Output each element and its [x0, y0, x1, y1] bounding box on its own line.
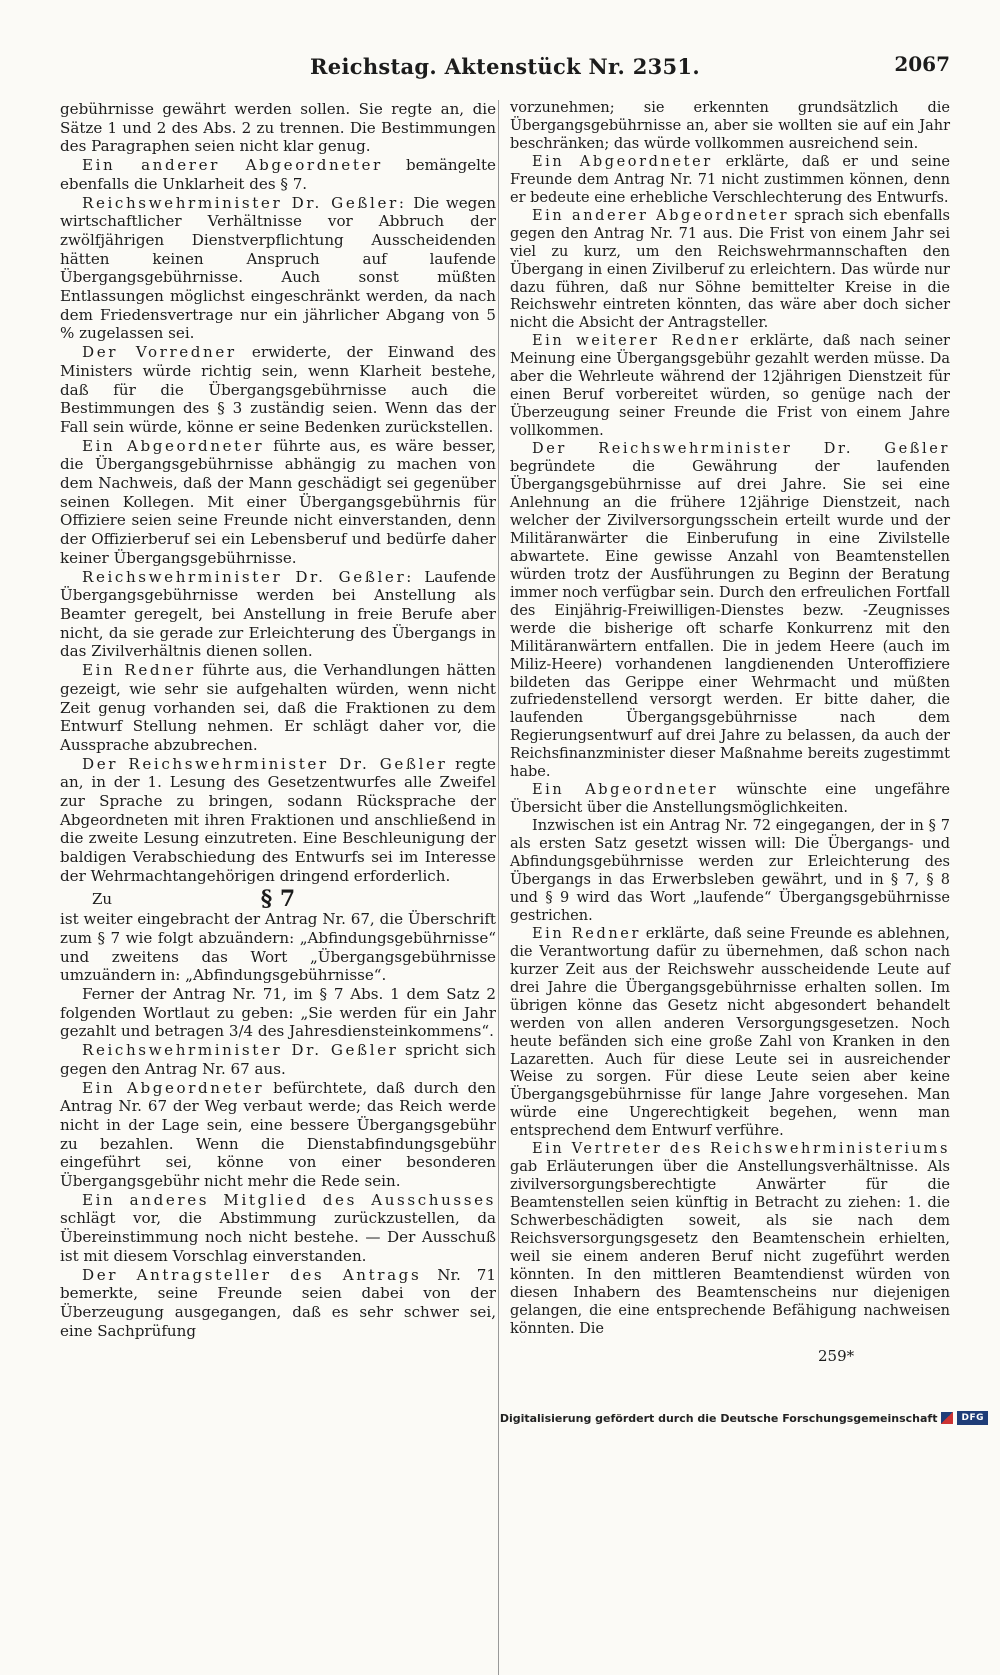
paragraph — [510, 333, 950, 441]
speaker-name: Ein Vertreter des Reichswehrministeriums — [532, 1141, 950, 1158]
speaker-name: Ein Abgeordneter — [82, 436, 265, 455]
paragraph-text: erwiderte, der Einwand des Ministers würde richtig sein, wenn Klarheit bestehe, daß für die Übergangsgebührnisse auch die Bestimmungen des § 3 zuständig seien. Wenn das der Fall sein würde, könne er seine Bedenken zurückstellen. — [60, 343, 496, 436]
paragraph — [60, 985, 496, 1041]
speaker-name: Ein weiterer Redner — [532, 333, 741, 350]
paragraph-text: spricht sich gegen den Antrag Nr. 67 aus. — [60, 1041, 496, 1078]
paragraph — [60, 437, 496, 568]
paragraph — [510, 818, 950, 926]
paragraph — [60, 910, 496, 985]
paragraph — [60, 343, 496, 437]
paragraph — [510, 100, 950, 154]
speaker-name: Ein Redner — [532, 925, 641, 942]
page-header — [60, 46, 950, 86]
paragraph-text: führte aus, die Verhandlungen hätten gezeigt, wie sehr sie aufgehalten würden, wenn nicht Zeit genug vorhanden sei, daß die Fraktionen zu dem Entwurf Stellung nehmen. Er schlägt daher vor, die Aussprache abzubrechen. — [60, 661, 496, 754]
paragraph — [60, 1191, 496, 1266]
section-heading-block — [60, 885, 496, 912]
speaker-name: Der Antragsteller des Antrags — [82, 1265, 422, 1284]
paragraph — [60, 568, 496, 662]
paragraph-text: führte aus, es wäre besser, die Übergangsgebührnisse abhängig zu machen von dem Nachweis, daß der Mann geschädigt sei gegenüber seinen Kollegen. Mit einer Übergangsgebührnis für Offiziere seien seine Freunde nicht einverstanden, denn der Offizierberuf sei ein Lebensberuf und bedürfe daher keiner Übergangsgebührnisse. — [60, 436, 496, 567]
speaker-name: Ein anderer Abgeordneter — [532, 207, 790, 224]
paragraph — [60, 755, 496, 886]
page-number: 2067 — [894, 52, 950, 76]
paragraph-text: Die wegen wirtschaftlicher Verhältnisse vor Abbruch der zwölfjährigen Dienstverpflichtung Ausscheidenden hätten keinen Anspruch auf laufende Übergangsgebührnisse. Auch sonst müßten Entlassungen möglichst eingeschränkt werden, da nach dem Friedensvertrage nur ein jährlicher Abgang von 5 % zugelassen sei. — [60, 193, 496, 343]
paragraph — [60, 1266, 496, 1341]
left-column-paragraphs — [60, 100, 496, 886]
paragraph-text: schlägt vor, die Abstimmung zurückzustellen, da Übereinstimmung noch nicht bestehe. — Der Ausschuß ist mit diesem Vorschlag einverstanden. — [60, 1209, 496, 1265]
running-title: Reichstag. Aktenstück Nr. 2351. — [310, 54, 700, 79]
paragraph-text: erklärte, daß nach seiner Meinung eine Übergangsgebühr gezahlt werden müsse. Da aber die Wehrleute während der 12jährigen Dienstzeit für einen Beruf vorbereitet würden, so genüge nach der Überzeugung seiner Freunde die Frist von einem Jahre vollkommen. — [510, 333, 950, 440]
speaker-name: Der Reichswehrminister Dr. Geßler — [82, 754, 448, 773]
paragraph — [60, 100, 496, 156]
column-divider — [498, 100, 499, 1675]
speaker-name: Der Reichswehrminister Dr. Geßler — [532, 441, 950, 458]
speaker-name: Ein anderes Mitglied des Ausschusses — [82, 1190, 496, 1209]
right-column — [510, 100, 950, 1339]
speaker-name: Ein Abgeordneter — [532, 782, 719, 799]
paragraph — [510, 208, 950, 334]
paragraph-text: begründete die Gewährung der laufenden Übergangsgebührnisse auf drei Jahre. Sie sei eine Anlehnung an die frühere 12jährige Dienstzeit, nach welcher der Zivilversorgungsschein erteilt wurde und der Militäranwärter die Einberufung in eine Zivilstelle abwartete. Eine gewisse Anzahl von Beamtenstellen würden trotz der Ausführungen zu Beginn der Beratung immer noch verfügbar sein. Durch den erfreulichen Fortfall des Einjährig-Freiwilligen-Dienstes bezw. -Zeugnisses werde die bisherige oft scharfe Konkurrenz mit den Militäranwärtern entfallen. Die in jedem Heere (auch im Miliz-Heere) vorhandenen langdienenden Unteroffiziere bildeten das Gerippe einer Wehrmacht und müßten zufriedenstellend versorgt werden. Er bitte daher, die laufenden Übergangsgebührnisse nach dem Regierungsentwurf auf drei Jahre zu belassen, da auch der Reichsfinanzminister dieser Maßnahme bereits zugestimmt habe. — [510, 459, 950, 781]
paragraph-text: vorzunehmen; sie erkennten grundsätzlich die Übergangsgebührnisse an, aber sie wollten sie auf ein Jahr beschränken; das würde vollkommen ausreichend sein. — [510, 100, 950, 152]
speaker-name: Reichswehrminister Dr. Geßler: — [82, 567, 414, 586]
speaker-name: Reichswehrminister Dr. Geßler — [82, 1041, 399, 1060]
paragraph-text: Laufende Übergangsgebührnisse werden bei Anstellung als Beamter geregelt, bei Anstellung in freie Berufe aber nicht, da sie gerade zur Erleichterung des Übergangs in das Zivilverhältnis dienen sollen. — [60, 567, 496, 661]
right-column-paragraphs — [510, 100, 950, 1339]
paragraph-text: wünschte eine ungefähre Übersicht über die Anstellungsmöglichkeiten. — [510, 782, 950, 817]
speaker-name: Ein Redner — [82, 661, 196, 680]
speaker-name: Ein anderer Abgeordneter — [82, 156, 383, 175]
paragraph — [510, 1141, 950, 1338]
paragraph-text: ist weiter eingebracht der Antrag Nr. 67, die Überschrift zum § 7 wie folgt abzuändern: „Abfindungsgebührnisse“ und zweitens das Wort „Übergangsgebührnisse umzuändern in: „Abfindungsgebührnisse“. — [60, 910, 496, 985]
paragraph-text: gab Erläuterungen über die Anstellungsverhältnisse. Als zivilversorgungsberechtigte Anwärter für die Beamtenstellen seien künftig in Betracht zu ziehen: 1. die Schwerbeschädigten soweit, als sie nach dem Reichsversorgungsgesetz den Beamtenschein erhielten, weil sie einem anderen Beruf nicht zugeführt werden könnten. In den mittleren Beamtendienst würden von diesen Inhabern des Beamtenscheins nur diejenigen gelangen, die eine entsprechende Befähigung nachweisen könnten. Die — [510, 1159, 950, 1337]
signature-mark: 259* — [818, 1347, 855, 1365]
section-heading: § 7 — [260, 885, 296, 912]
paragraph — [510, 154, 950, 208]
speaker-name: Ein Abgeordneter — [532, 153, 713, 170]
paragraph-text: Nr. 71 bemerkte, seine Freunde seien dabei von der Überzeugung ausgegangen, daß es sehr schwer sei, eine Sachprüfung — [60, 1265, 496, 1340]
paragraph — [60, 661, 496, 755]
paragraph — [510, 926, 950, 1141]
speaker-name: Ein Abgeordneter — [82, 1078, 265, 1097]
paragraph-text: Ferner der Antrag Nr. 71, im § 7 Abs. 1 dem Satz 2 folgenden Wortlaut zu geben: „Sie werden für ein Jahr gezahlt und betragen 3/4 des Jahresdiensteinkommens“. — [60, 985, 496, 1041]
paragraph-text: erklärte, daß seine Freunde es ablehnen, die Verantwortung dafür zu übernehmen, daß schon nach kurzer Zeit aus der Reichswehr ausscheidende Leute auf drei Jahre die Übergangsgebührnisse erhalten sollen. Im übrigen könne das Gesetz nicht abgesondert behandelt werden von allen anderen Versorgungsgesetzen. Noch heute befänden sich eine große Zahl von Kranken in den Lazaretten. Auch für diese Leute sei in ausreichender Weise zu sorgen. Für diese Leute seien aber keine Übergangsgebührnisse für lange Jahre vorgesehen. Man würde eine Ungerechtigkeit begehen, wenn man entsprechend dem Entwurf verführe. — [510, 925, 950, 1140]
paragraph-text: Inzwischen ist ein Antrag Nr. 72 eingegangen, der in § 7 als ersten Satz gesetzt wissen will: Die Übergangs- und Abfindungsgebührnisse werden zur Erleichterung des Übergangs in das Erwerbsleben gewährt, und in § 7, § 8 und § 9 wird das Wort „laufende“ Übergangsgebührnisse gestrichen. — [510, 818, 950, 924]
paragraph — [60, 156, 496, 193]
paragraph — [510, 782, 950, 818]
section-intro-word: Zu — [92, 889, 113, 908]
left-column-paragraphs-after — [60, 910, 496, 1340]
footer — [500, 1408, 988, 1428]
paragraph — [60, 1041, 496, 1078]
paragraph — [510, 441, 950, 782]
speaker-name: Reichswehrminister Dr. Geßler: — [82, 193, 407, 212]
left-column — [60, 100, 496, 1340]
paragraph-text: gebührnisse gewährt werden sollen. Sie regte an, die Sätze 1 und 2 des Abs. 2 zu trennen. Die Bestimmungen des Paragraphen seien nicht klar genug. — [60, 100, 496, 156]
dfg-badge: DFG — [957, 1411, 988, 1425]
paragraph-text: erklärte, daß er und seine Freunde dem Antrag Nr. 71 nicht zustimmen können, denn er bedeute eine erhebliche Verschlechterung des Entwurfs. — [510, 153, 950, 206]
dfg-logo-icon — [941, 1412, 953, 1424]
footer-credit: Digitalisierung gefördert durch die Deutsche Forschungsgemeinschaft — [499, 1411, 938, 1425]
paragraph-text: regte an, in der 1. Lesung des Gesetzentwurfes alle Zweifel zur Sprache zu bringen, sodann Rücksprache der Abgeordneten mit ihren Fraktionen und anschließend in die zweite Lesung einzutreten. Eine Beschleunigung der baldigen Verabschiedung des Entwurfs sei im Interesse der Wehrmachtangehörigen dringend erforderlich. — [60, 754, 496, 885]
paragraph — [60, 194, 496, 344]
paragraph — [60, 1079, 496, 1191]
speaker-name: Der Vorredner — [82, 343, 237, 362]
paragraph-text: sprach sich ebenfalls gegen den Antrag Nr. 71 aus. Die Frist von einem Jahr sei viel zu kurz, um den Reichswehrmannschaften den Übergang in einen Zivilberuf zu erleichtern. Das würde nur dazu führen, daß nur Söhne bemittelter Kreise in die Reichswehr eintreten könnten, das wäre aber doch sicher nicht die Absicht der Antragsteller. — [510, 207, 950, 332]
paragraph-text: bemängelte ebenfalls die Unklarheit des § 7. — [60, 156, 496, 193]
paragraph-text: befürchtete, daß durch den Antrag Nr. 67 der Weg verbaut werde; das Reich werde nicht in der Lage sein, eine bessere Übergangsgebühr zu bezahlen. Wenn die Dienstabfindungsgebühr eingeführt sei, könne von einer besonderen Übergangsgebühr nicht mehr die Rede sein. — [60, 1078, 496, 1191]
